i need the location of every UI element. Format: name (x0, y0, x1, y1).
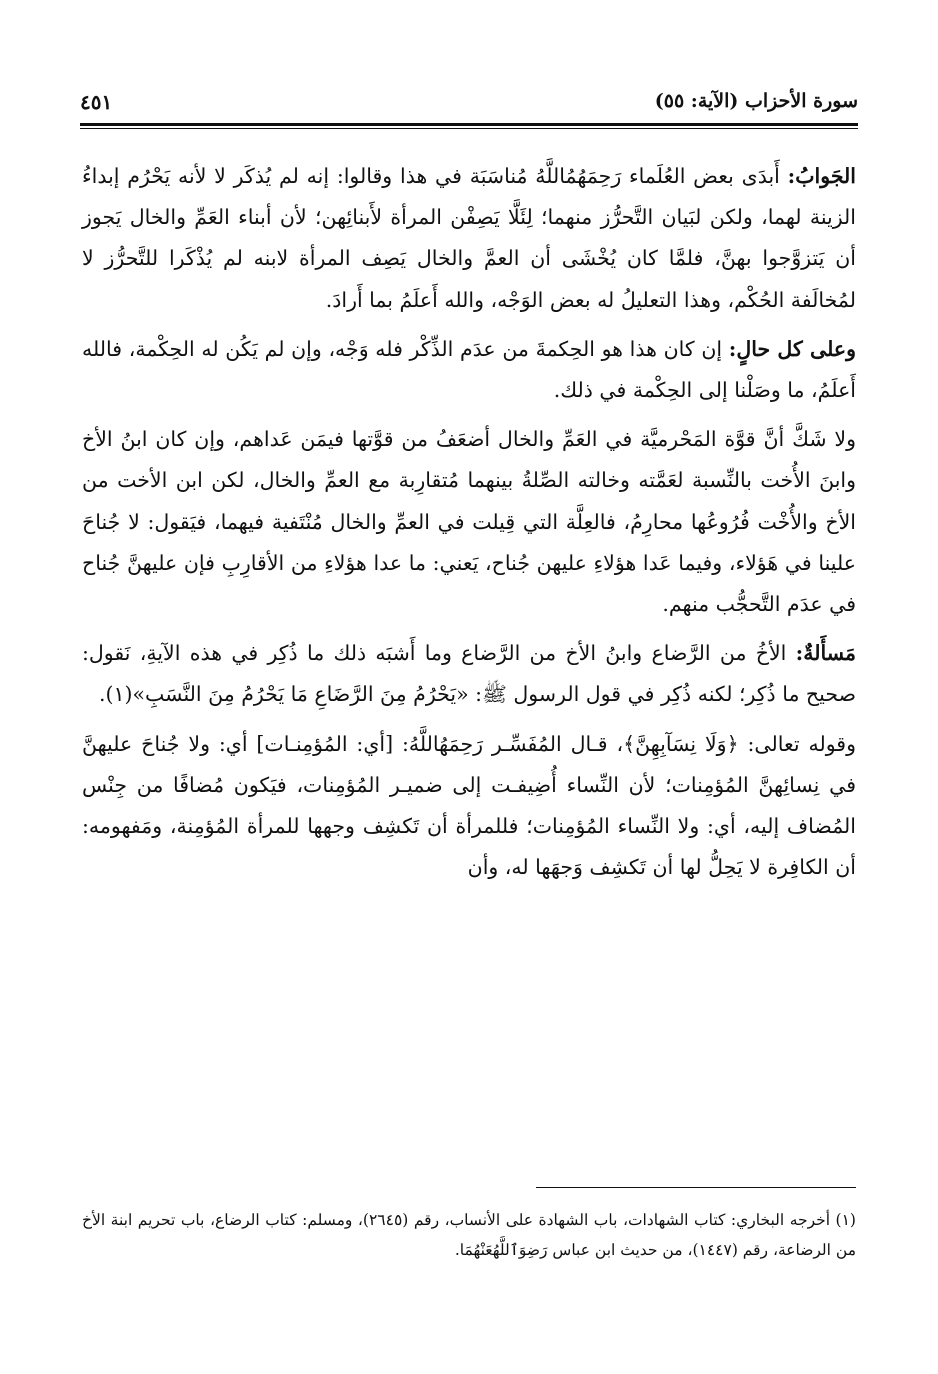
paragraph-text: ولا شَكَّ أنَّ قوَّة المَحْرميَّة في العَمِّ والخال أضعَفُ من قوَّتها فيمَن عَداهم، وإن كان ابنُ الأخ وابنَ الأُخت بالنِّسبة لعَمَّته وخالته الصِّلةُ بينهما مُتقارِبة مع العمِّ والخال، لكن ابن الأخت من الأخ والأُخْت فُرُوعُها محارِمُ، فالعِلَّة التي قِيلت في العمِّ والخال مُنْتَفية فيهما، فيَقول: لا جُناحَ علينا في هَؤلاء، وفيما عَدا هؤلاءِ عليهن جُناح، يَعني: ما عدا هؤلاءِ من الأقارِبِ فإن عليهنَّ جُناح في عدَم التَّحجُّب منهم. (82, 427, 856, 617)
paragraph-text: إن كان هذا هو الحِكمةَ من عدَم الذِّكْر فله وَجْه، وإن لم يَكُن له الحِكْمة، فالله أَعلَمُ، ما وصَلْنا إلى الحِكْمة في ذلك. (82, 336, 856, 403)
paragraph (82, 329, 856, 411)
footnote-rule (536, 1187, 856, 1188)
header-rule-thin (80, 128, 858, 129)
page-number: ٤٥١ (80, 90, 113, 114)
paragraph-lead: مَسأَلةٌ: (795, 641, 856, 666)
paragraph (82, 724, 856, 889)
header-rule (80, 123, 858, 126)
running-title: سورة الأحزاب (الآية: ٥٥) (654, 90, 858, 112)
paragraph-text: أَبدَى بعض العُلَماء رَحِمَهُمُاللَّهُ مُناسَبَة في هذا وقالوا: إنه لم يُذكَر لا لأنه يَحْرُم إبداءُ الزينة لهما، ولكن لبَيان التَّحرُّز منهما؛ لِئَلَّا يَصِفْن المرأة لأَبنائِهن؛ لأن أبناء العَمِّ والخال يَجوز أن يَتزوَّجوا بهنَّ، فلمَّا كان يُخْشَى أن العمَّ والخال يَصِف المرأة لابنه لم يُذْكَرا للتَّحرُّز لا لمُخالَفة الحُكْم، وهذا التعليلُ له بعض الوَجْه، والله أَعلَمُ بما أَرادَ. (82, 164, 856, 312)
paragraph-lead: الجَوابُ: (787, 164, 856, 188)
footnotes (82, 1205, 856, 1265)
paragraph-lead: وعلى كل حالٍ: (728, 336, 856, 361)
paragraph (82, 419, 856, 625)
paragraph (82, 156, 856, 321)
paragraph-text: وقوله تعالى: ﴿وَلَا نِسَآبِهِنَّ﴾، قـال المُفَسِّـر رَحِمَهُاللَّهُ: [أي: المُؤمِنـات] أي: ولا جُناحَ عليهنَّ في نِسائِهنَّ المُؤمِنات؛ لأن النِّساء أُضِيفـت إلى ضميـر المُؤمِنات، فيَكون مُضافًا من جِنْس المُضاف إليه، أي: ولا النِّساء المُؤمِنات؛ فللمرأة أن تَكشِف وجهها للمرأة المُؤمِنة، ومَفهومه: أن الكافِرة لا يَحِلُّ لها أن تَكشِف وَجهَها له، وأن (82, 731, 856, 880)
footnote: (١) أخرجه البخاري: كتاب الشهادات، باب الشهادة على الأنساب، رقم (٢٦٤٥)، ومسلم: كتاب الرضاع، باب تحريم ابنة الأخ من الرضاعة، رقم (١٤٤٧)، من حديث ابن عباس رَضِوَٱللَّهُعَنْهُمَا. (82, 1211, 856, 1259)
paragraph-text: الأخُ من الرَّضاع وابنُ الأخ من الرَّضاع وما أَشبَه ذلك ما ذُكِر في هذه الآيةِ، نَقول: صحيح ما ذُكِر؛ لكنه ذُكِر في قول الرسول ﷺ: «يَحْرُمُ مِنَ الرَّضَاعِ مَا يَحْرُمُ مِنَ النَّسَبِ»(١). (82, 641, 856, 707)
page-header (80, 86, 858, 122)
paragraph (82, 633, 856, 715)
main-text (82, 156, 856, 896)
